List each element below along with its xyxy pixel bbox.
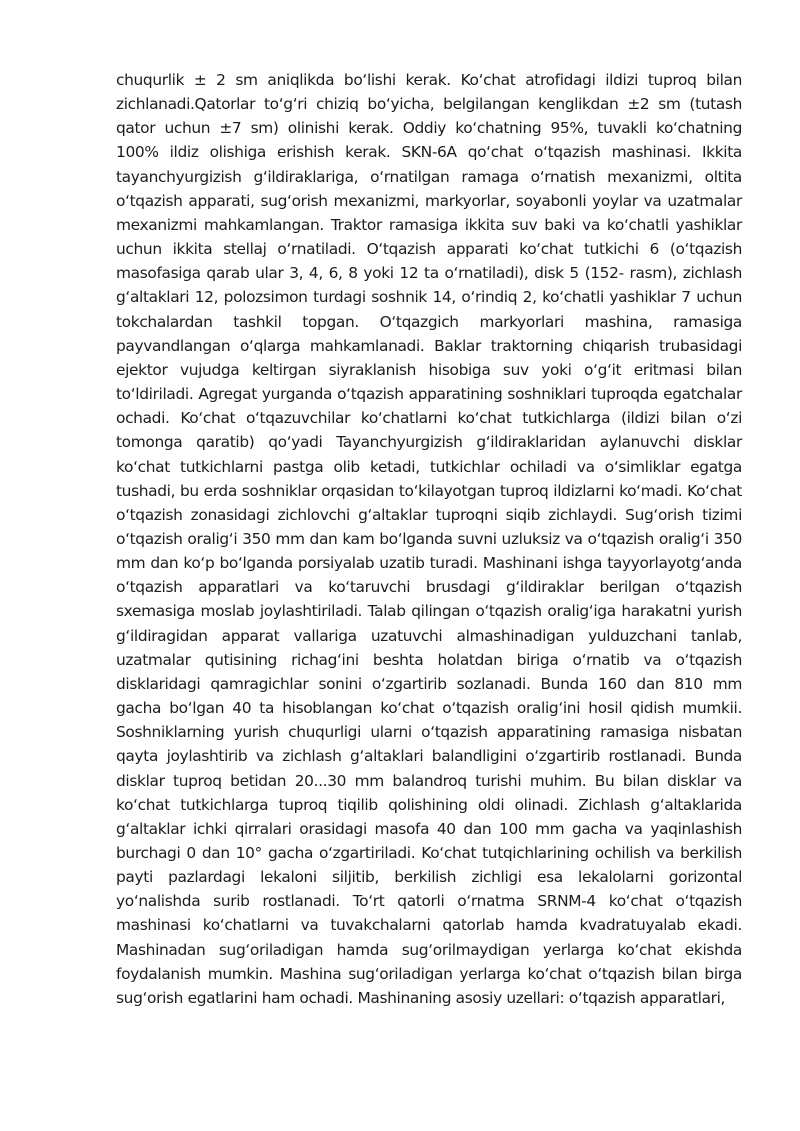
body-paragraph: chuqurlik ± 2 sm aniqlikda bo‘lishi kerak. Ko‘chat atrofidagi ildizi tuproq bilan zichlanadi.Qatorlar to‘g‘ri chiziq bo‘yicha, belgilangan kenglikdan ±2 sm (tutash qator uchun ±7 sm) olinishi kerak. Oddiy ko‘chatning 95%, tuvakli ko‘chatning 100% ildiz olishiga erishish kerak. SKN-6A qo‘chat o‘tqazish mashinasi. Ikkita tayanchyurgizish g‘ildiraklariga, o‘rnatilgan ramaga o‘rnatish mexanizmi, oltita o‘tqazish apparati, sug‘orish mexanizmi, markyorlar, soyabonli yoylar va uzatmalar mexanizmi mahkamlangan. Traktor ramasiga ikkita suv baki va ko‘chatli yashiklar uchun ikkita stellaj o‘rnatiladi. O‘tqazish apparati ko‘chat tutkichi 6 (o‘tqazish masofasiga qarab ular 3, 4, 6, 8 yoki 12 ta o‘rnatiladi), disk 5 (152- rasm), zichlash g‘altaklari 12, polozsimon turdagi soshnik 14, o‘rindiq 2, ko‘chatli yashiklar 7 uchun tokchalardan tashkil topgan. O‘tqazgich markyorlari mashina, ramasiga payvandlangan o‘qlarga mahkamlanadi. Baklar traktorning chiqarish trubasidagi ejektor vujudga keltirgan siyraklanish hisobiga suv yoki o‘g‘it eritmasi bilan to‘ldiriladi. Agregat yurganda o‘tqazish apparatining soshniklari tuproqda egatchalar ochadi. Ko‘chat o‘tqazuvchilar ko‘chatlarni ko‘chat tutkichlarga (ildizi bilan o‘zi tomonga qaratib) qo‘yadi Tayanchyurgizish g‘ildiraklaridan aylanuvchi disklar ko‘chat tutkichlarni pastga olib ketadi, tutkichlar ochiladi va o‘simliklar egatga tushadi, bu erda soshniklar orqasidan to‘kilayotgan tuproq ildizlarni ko‘madi. Ko‘chat o‘tqazish zonasidagi zichlovchi g‘altaklar tuproqni siqib zichlaydi. Sug‘orish tizimi o‘tqazish oralig‘i 350 mm dan kam bo‘lganda suvni uzluksiz va o‘tqazish oralig‘i 350 mm dan ko‘p bo‘lganda porsiyalab uzatib turadi. Mashinani ishga tayyorlayotg‘anda o‘tqazish apparatlari va ko‘taruvchi brusdagi g‘ildiraklar berilgan o‘tqazish sxemasiga moslab joylashtiriladi. Talab qilingan o‘tqazish oralig‘iga harakatni yurish g‘ildiragidan apparat vallariga uzatuvchi almashinadigan yulduzchani tanlab, uzatmalar qutisining richag‘ini beshta holatdan biriga o‘rnatib va o‘tqazish disklaridagi qamragichlar sonini o‘zgartirib sozlanadi. Bunda 160 dan 810 mm gacha bo‘lgan 40 ta hisoblangan ko‘chat o‘tqazish oralig‘ini hosil qidish mumkii. Soshniklarning yurish chuqurligi ularni o‘tqazish apparatining ramasiga nisbatan qayta joylashtirib va zichlash g‘altaklari balandligini o‘zgartirib rostlanadi. Bunda disklar tuproq betidan 20...30 mm balandroq turishi muhim. Bu bilan disklar va ko‘chat tutkichlarga tuproq tiqilib qolishining oldi olinadi. Zichlash g‘altaklarida g‘altaklar ichki qirralari orasidagi masofa 40 dan 100 mm gacha va yaqinlashish burchagi 0 dan 10° gacha o‘zgartiriladi. Ko‘chat tutqichlarining ochilish va berkilish payti pazlardagi lekaloni siljitib, berkilish zichligi esa lekalolarni gorizontal yo‘nalishda surib rostlanadi. To‘rt qatorli o‘rnatma SRNM-4 ko‘chat o‘tqazish mashinasi ko‘chatlarni va tuvakchalarni qatorlab hamda kvadratuyalab ekadi. Mashinadan sug‘oriladigan hamda sug‘orilmaydigan yerlarga ko‘chat ekishda foydalanish mumkin. Mashina sug‘oriladigan yerlarga ko‘chat o‘tqazish bilan birga sug‘orish egatlarini ham ochadi. Mashinaning asosiy uzellari: o‘tqazish apparatlari, [116,71,742,1007]
